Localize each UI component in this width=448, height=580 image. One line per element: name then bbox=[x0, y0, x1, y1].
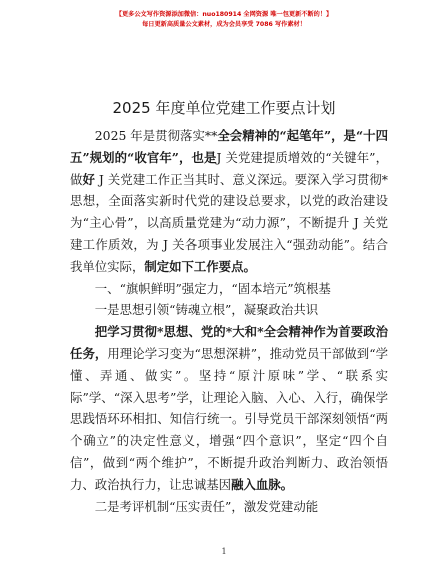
text-segment: 二是考评机制“压实责任”，激发党建动能 bbox=[94, 498, 319, 514]
body-paragraph bbox=[70, 125, 388, 278]
bold-text-segment: 制定如下工作要点。 bbox=[144, 258, 256, 274]
body-paragraph bbox=[70, 278, 388, 300]
document-title: 2025 年度单位党建工作要点计划 bbox=[112, 99, 336, 117]
body-paragraph bbox=[70, 299, 388, 321]
text-segment: J 关党建工作正当其时、意义深远。要深入学习贯彻*思想，全面落实新时代党的建设总要求，以党的政治建设为“主心骨”，以高质量党建为“动力源”，不断提升 J 关党建工作质效，为 J 关各项事业发展注入“强劲动能”。结合我单位实际， bbox=[70, 171, 388, 274]
bold-text-segment: 全会精神的“起笔年”，是“十四五”规划的“收官年”，也是 bbox=[70, 128, 388, 165]
page-number: 1 bbox=[221, 547, 227, 556]
body-paragraph bbox=[70, 321, 388, 495]
bold-text-segment: 好 bbox=[82, 171, 95, 187]
promo-banner-line-2: 每日更新高质量公文素材，成为会员享受 7086 写作素材！ bbox=[142, 21, 306, 28]
text-segment: 用理论学习变为“思想深耕”，推动党员干部做到“学懂、弄通、做实”。坚持“原汁原味”学、“联系实际”学、“深入思考”学，让理论入脑、入心、入行，确保学思践悟环环相扣、知信行统一。引导党员干部深刻领悟“两个确立”的决定性意义，增强“四个意识”，坚定“四个自信”，做到“两个维护”，不断提升政治判断力、政治领悟力、政治执行力，让忠诚基因 bbox=[70, 345, 388, 492]
promo-banner-line-1: 【更多公文写作资源添加微信：nuo180914 全网资源 唯一包更新不断的！】 bbox=[115, 11, 333, 18]
text-segment: J 关党建提质增效的“关键年”，做 bbox=[70, 149, 388, 187]
text-segment: 一、“旗帜鲜明”强定力，“固本培元”筑根基 bbox=[94, 280, 331, 296]
document-body bbox=[70, 125, 388, 517]
text-segment: 一是思想引领“铸魂立根”，凝聚政治共识 bbox=[94, 302, 319, 318]
text-segment: 2025 年是贯彻落实** bbox=[94, 128, 218, 143]
bold-text-segment: 融入血脉。 bbox=[231, 476, 294, 492]
body-paragraph bbox=[70, 496, 388, 518]
promo-banner bbox=[0, 10, 448, 30]
bold-text-segment: 把学习贯彻*思想、党的*大和*全会精神作为首要政治任务， bbox=[70, 324, 388, 361]
